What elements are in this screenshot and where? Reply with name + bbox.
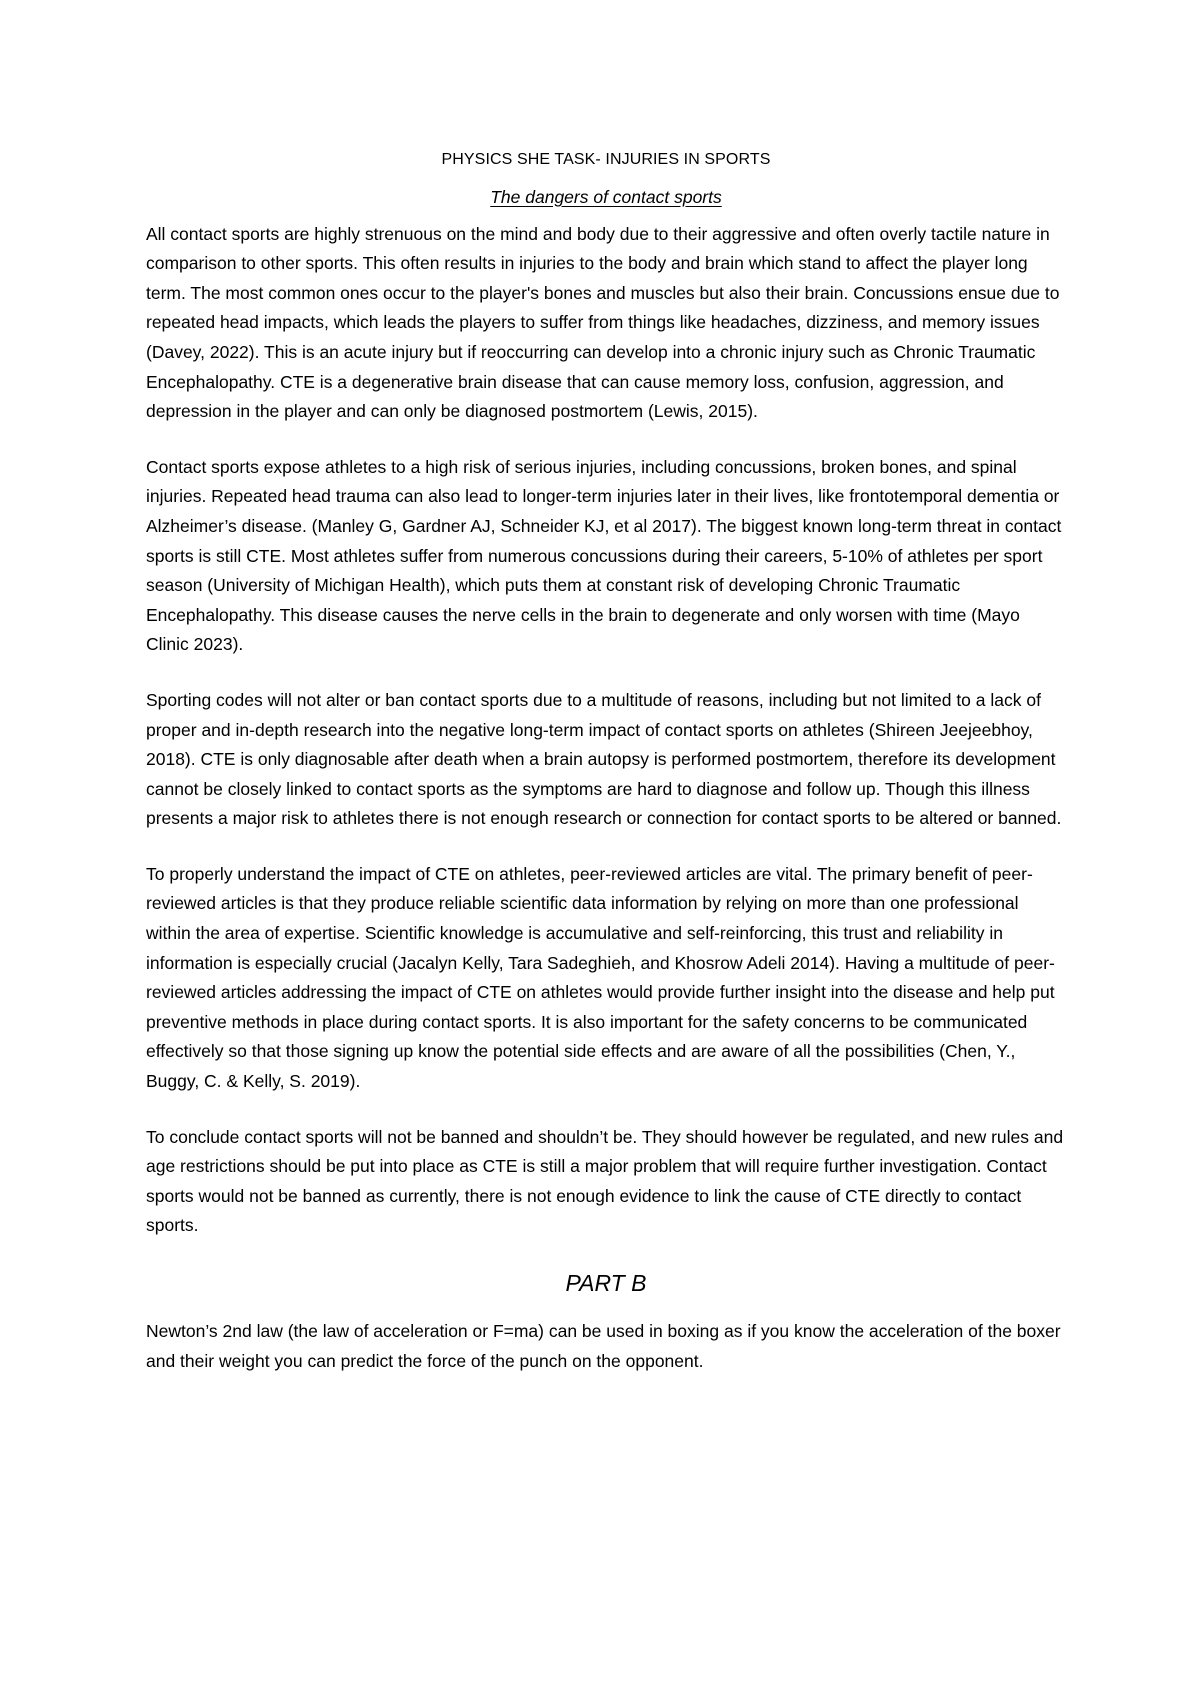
- document-title: PHYSICS SHE TASK- INJURIES IN SPORTS: [441, 151, 771, 168]
- part-b-heading: PART B: [565, 1270, 647, 1296]
- paragraph-contact-sports-intro: All contact sports are highly strenuous on the mind and body due to their aggressive and often overly tactile nature in comparison to other sports. This often results in injuries to the body and brain which stand to affect the player long term. The most common ones occur to the player's bones and muscles but also their brain. Concussions ensue due to repeated head impacts, which leads the players to suffer from things like headaches, dizziness, and memory issues (Davey, 2022). This is an acute injury but if reoccurring can develop into a chronic injury such as Chronic Traumatic Encephalopathy. CTE is a degenerative brain disease that can cause memory loss, confusion, aggression, and depression in the player and can only be diagnosed postmortem (Lewis, 2015).: [146, 223, 1060, 422]
- paragraph-part-b: Newton’s 2nd law (the law of acceleration or F=ma) can be used in boxing as if you know the acceleration of the boxer and their weight you can predict the force of the punch on the opponent.: [146, 1321, 1061, 1371]
- paragraph-injury-risks: Contact sports expose athletes to a high risk of serious injuries, including concussions, broken bones, and spinal injuries. Repeated head trauma can also lead to longer-term injuries later in their lives, like frontotemporal dementia or Alzheimer’s disease. (Manley G, Gardner AJ, Schneider KJ, et al 2017). The biggest known long-term threat in contact sports is still CTE. Most athletes suffer from numerous concussions during their careers, 5-10% of athletes per sport season (University of Michigan Health), which puts them at constant risk of developing Chronic Traumatic Encephalopathy. This disease causes the nerve cells in the brain to degenerate and only worsen with time (Mayo Clinic 2023).: [146, 456, 1062, 655]
- paragraph-sporting-codes: Sporting codes will not alter or ban contact sports due to a multitude of reasons, including but not limited to a lack of proper and in-depth research into the negative long-term impact of contact sports on athletes (Shireen Jeejeebhoy, 2018). CTE is only diagnosable after death when a brain autopsy is performed postmortem, therefore its development cannot be closely linked to contact sports as the symptoms are hard to diagnose and follow up. Though this illness presents a major risk to athletes there is not enough research or connection for contact sports to be altered or banned.: [146, 689, 1062, 829]
- document-subtitle: The dangers of contact sports: [490, 187, 722, 207]
- paragraph-peer-review: To properly understand the impact of CTE on athletes, peer-reviewed articles are vital. The primary benefit of peer-reviewed articles is that they produce reliable scientific data information by relying on more than one professional within the area of expertise. Scientific knowledge is accumulative and self-reinforcing, this trust and reliability in information is especially crucial (Jacalyn Kelly, Tara Sadeghieh, and Khosrow Adeli 2014). Having a multitude of peer-reviewed articles addressing the impact of CTE on athletes would provide further insight into the disease and help put preventive methods in place during contact sports. It is also important for the safety concerns to be communicated effectively so that those signing up know the potential side effects and are aware of all the possibilities (Chen, Y., Buggy, C. & Kelly, S. 2019).: [146, 863, 1055, 1092]
- paragraph-conclusion: To conclude contact sports will not be banned and shouldn’t be. They should however be regulated, and new rules and age restrictions should be put into place as CTE is still a major problem that will require further investigation. Contact sports would not be banned as currently, there is not enough evidence to link the cause of CTE directly to contact sports.: [146, 1126, 1064, 1236]
- document-body: [146, 146, 1066, 1402]
